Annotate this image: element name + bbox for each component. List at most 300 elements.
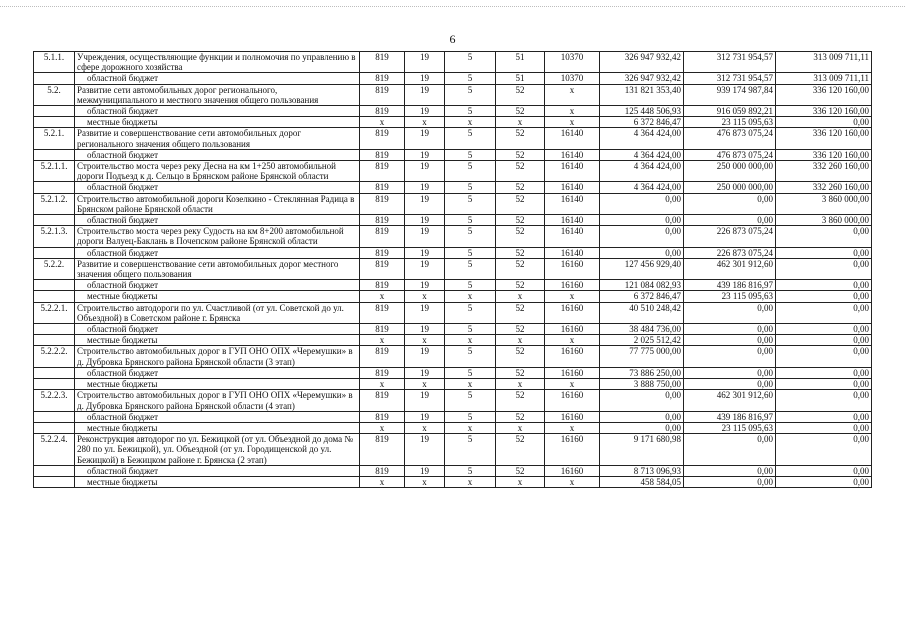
page-number: 6 (449, 32, 456, 46)
code-program-cell: 19 (405, 324, 445, 335)
code-subprogram-cell: х (445, 335, 496, 346)
amount-year1-cell: 0,00 (600, 411, 684, 422)
code-program-cell: 19 (405, 73, 445, 84)
row-number-cell (34, 117, 75, 128)
amount-year2-cell: 476 873 075,24 (684, 149, 776, 160)
amount-year3-cell: 0,00 (776, 280, 872, 291)
code-program-cell: 19 (405, 411, 445, 422)
budget-item-row (34, 390, 872, 411)
code-program-cell: 19 (405, 52, 445, 73)
budget-item-row (34, 84, 872, 105)
amount-year1-cell: 8 713 096,93 (600, 465, 684, 476)
amount-year2-cell: 0,00 (684, 465, 776, 476)
row-name-cell: областной бюджет (75, 280, 360, 291)
budget-source-row (34, 73, 872, 84)
code-subprogram-cell: 5 (445, 280, 496, 291)
code-program-cell: х (405, 422, 445, 433)
code-ministry-cell: 819 (360, 302, 405, 323)
row-name-cell: областной бюджет (75, 73, 360, 84)
amount-year1-cell: 0,00 (600, 247, 684, 258)
code-direction-cell: 16160 (545, 324, 600, 335)
budget-source-row (34, 149, 872, 160)
budget-item-row (34, 346, 872, 367)
amount-year2-cell: 0,00 (684, 379, 776, 390)
code-ministry-cell: 819 (360, 390, 405, 411)
code-subprogram-cell: х (445, 379, 496, 390)
amount-year3-cell: 0,00 (776, 335, 872, 346)
code-ministry-cell: 819 (360, 161, 405, 182)
amount-year2-cell: 250 000 000,00 (684, 182, 776, 193)
code-group-cell: 52 (496, 411, 545, 422)
row-number-cell: 5.2.2. (34, 258, 75, 279)
amount-year1-cell: 4 364 424,00 (600, 128, 684, 149)
code-program-cell: 19 (405, 226, 445, 247)
code-subprogram-cell: 5 (445, 302, 496, 323)
row-name-cell: местные бюджеты (75, 379, 360, 390)
code-group-cell: 52 (496, 182, 545, 193)
code-direction-cell: 16160 (545, 258, 600, 279)
code-ministry-cell: х (360, 117, 405, 128)
amount-year1-cell: 121 084 082,93 (600, 280, 684, 291)
code-subprogram-cell: х (445, 476, 496, 487)
row-name-cell: областной бюджет (75, 324, 360, 335)
amount-year3-cell: 332 260 160,00 (776, 182, 872, 193)
code-subprogram-cell: 5 (445, 215, 496, 226)
row-number-cell (34, 73, 75, 84)
budget-source-row (34, 476, 872, 487)
amount-year2-cell: 226 873 075,24 (684, 247, 776, 258)
amount-year3-cell: 0,00 (776, 390, 872, 411)
row-name-cell: Строительство автомобильных дорог в ГУП ОНО ОПХ «Черемушки» в д. Дубровка Брянского района Брянской области (4 этап) (75, 390, 360, 411)
code-subprogram-cell: 5 (445, 247, 496, 258)
amount-year2-cell: 0,00 (684, 367, 776, 378)
row-name-cell: Развитие и совершенствование сети автомобильных дорог регионального значения общего пользования (75, 128, 360, 149)
code-ministry-cell: х (360, 379, 405, 390)
amount-year2-cell: 0,00 (684, 434, 776, 466)
budget-item-row (34, 258, 872, 279)
amount-year2-cell: 226 873 075,24 (684, 226, 776, 247)
code-subprogram-cell: 5 (445, 226, 496, 247)
code-program-cell: 19 (405, 128, 445, 149)
budget-source-row (34, 411, 872, 422)
budget-source-row (34, 247, 872, 258)
code-ministry-cell: 819 (360, 324, 405, 335)
amount-year3-cell: 0,00 (776, 302, 872, 323)
code-ministry-cell: 819 (360, 346, 405, 367)
code-ministry-cell: 819 (360, 182, 405, 193)
amount-year2-cell: 0,00 (684, 335, 776, 346)
amount-year1-cell: 326 947 932,42 (600, 73, 684, 84)
row-number-cell (34, 465, 75, 476)
row-name-cell: областной бюджет (75, 182, 360, 193)
code-subprogram-cell: х (445, 422, 496, 433)
row-name-cell: местные бюджеты (75, 117, 360, 128)
budget-source-row (34, 291, 872, 302)
code-subprogram-cell: 5 (445, 390, 496, 411)
code-subprogram-cell: 5 (445, 52, 496, 73)
code-ministry-cell: х (360, 422, 405, 433)
code-ministry-cell: х (360, 335, 405, 346)
amount-year2-cell: 0,00 (684, 476, 776, 487)
amount-year3-cell: 313 009 711,11 (776, 52, 872, 73)
amount-year1-cell: 3 888 750,00 (600, 379, 684, 390)
code-direction-cell: х (545, 379, 600, 390)
amount-year1-cell: 77 775 000,00 (600, 346, 684, 367)
code-direction-cell: 16140 (545, 193, 600, 214)
row-name-cell: местные бюджеты (75, 335, 360, 346)
row-name-cell: Строительство автомобильной дороги Козелкино - Стеклянная Радица в Брянском районе Брянской области (75, 193, 360, 214)
code-ministry-cell: 819 (360, 367, 405, 378)
budget-source-row (34, 182, 872, 193)
row-name-cell: Строительство моста через реку Десна на км 1+250 автомобильной дороги Подъезд к д. Сельцо в Брянском районе Брянской области (75, 161, 360, 182)
code-direction-cell: х (545, 291, 600, 302)
amount-year2-cell: 23 115 095,63 (684, 422, 776, 433)
code-ministry-cell: 819 (360, 215, 405, 226)
code-direction-cell: 16140 (545, 182, 600, 193)
code-ministry-cell: 819 (360, 465, 405, 476)
budget-source-row (34, 324, 872, 335)
row-name-cell: Развитие и совершенствование сети автомобильных дорог местного значения общего пользования (75, 258, 360, 279)
row-name-cell: Учреждения, осуществляющие функции и полномочия по управлению в сфере дорожного хозяйства (75, 52, 360, 73)
code-direction-cell: х (545, 335, 600, 346)
amount-year1-cell: 125 448 506,93 (600, 106, 684, 117)
amount-year3-cell: 0,00 (776, 324, 872, 335)
budget-item-row (34, 161, 872, 182)
row-number-cell (34, 280, 75, 291)
amount-year2-cell: 439 186 816,97 (684, 280, 776, 291)
amount-year1-cell: 2 025 512,42 (600, 335, 684, 346)
code-group-cell: 52 (496, 302, 545, 323)
code-ministry-cell: 819 (360, 193, 405, 214)
row-number-cell (34, 411, 75, 422)
code-group-cell: 51 (496, 73, 545, 84)
amount-year1-cell: 458 584,05 (600, 476, 684, 487)
amount-year2-cell: 0,00 (684, 346, 776, 367)
code-group-cell: 52 (496, 226, 545, 247)
row-number-cell: 5.2.1.2. (34, 193, 75, 214)
code-program-cell: х (405, 476, 445, 487)
amount-year1-cell: 9 171 680,98 (600, 434, 684, 466)
budget-source-row (34, 335, 872, 346)
amount-year3-cell: 0,00 (776, 465, 872, 476)
code-program-cell: 19 (405, 84, 445, 105)
code-program-cell: 19 (405, 390, 445, 411)
amount-year3-cell: 0,00 (776, 476, 872, 487)
amount-year1-cell: 326 947 932,42 (600, 52, 684, 73)
budget-item-row (34, 434, 872, 466)
code-program-cell: 19 (405, 346, 445, 367)
code-ministry-cell: 819 (360, 128, 405, 149)
amount-year2-cell: 462 301 912,60 (684, 258, 776, 279)
row-number-cell: 5.2.2.1. (34, 302, 75, 323)
code-group-cell: 52 (496, 346, 545, 367)
row-number-cell: 5.2.1.3. (34, 226, 75, 247)
amount-year3-cell: 0,00 (776, 291, 872, 302)
code-direction-cell: 10370 (545, 73, 600, 84)
row-name-cell: областной бюджет (75, 106, 360, 117)
code-subprogram-cell: 5 (445, 161, 496, 182)
amount-year3-cell: 313 009 711,11 (776, 73, 872, 84)
budget-item-row (34, 302, 872, 323)
amount-year1-cell: 73 886 250,00 (600, 367, 684, 378)
code-subprogram-cell: 5 (445, 84, 496, 105)
amount-year2-cell: 312 731 954,57 (684, 52, 776, 73)
amount-year3-cell: 336 120 160,00 (776, 149, 872, 160)
code-ministry-cell: х (360, 476, 405, 487)
code-direction-cell: 16160 (545, 434, 600, 466)
code-subprogram-cell: 5 (445, 182, 496, 193)
code-subprogram-cell: 5 (445, 258, 496, 279)
code-group-cell: х (496, 422, 545, 433)
code-group-cell: 52 (496, 247, 545, 258)
amount-year1-cell: 4 364 424,00 (600, 161, 684, 182)
amount-year3-cell: 0,00 (776, 346, 872, 367)
amount-year3-cell: 0,00 (776, 258, 872, 279)
amount-year2-cell: 23 115 095,63 (684, 117, 776, 128)
code-direction-cell: 16160 (545, 302, 600, 323)
row-name-cell: областной бюджет (75, 247, 360, 258)
row-number-cell (34, 182, 75, 193)
budget-source-row (34, 117, 872, 128)
row-number-cell: 5.1.1. (34, 52, 75, 73)
budget-source-row (34, 367, 872, 378)
code-ministry-cell: 819 (360, 106, 405, 117)
code-subprogram-cell: 5 (445, 465, 496, 476)
row-name-cell: местные бюджеты (75, 291, 360, 302)
budget-source-row (34, 465, 872, 476)
code-program-cell: 19 (405, 215, 445, 226)
code-direction-cell: 10370 (545, 52, 600, 73)
code-group-cell: х (496, 476, 545, 487)
code-group-cell: 52 (496, 161, 545, 182)
row-name-cell: Строительство автомобильных дорог в ГУП ОНО ОПХ «Черемушки» в д. Дубровка Брянского района Брянской области (3 этап) (75, 346, 360, 367)
code-group-cell: 52 (496, 193, 545, 214)
code-program-cell: 19 (405, 465, 445, 476)
row-name-cell: Реконструкция автодорог по ул. Бежицкой (от ул. Объездной до дома № 280 по ул. Бежицкой), ул. Объездной (от ул. Городищенской до ул. Бежицкой) в Бежицком районе г. Брянска (2 этап) (75, 434, 360, 466)
amount-year2-cell: 0,00 (684, 215, 776, 226)
amount-year2-cell: 439 186 816,97 (684, 411, 776, 422)
code-ministry-cell: 819 (360, 434, 405, 466)
code-subprogram-cell: 5 (445, 434, 496, 466)
row-name-cell: местные бюджеты (75, 476, 360, 487)
code-subprogram-cell: 5 (445, 367, 496, 378)
code-group-cell: х (496, 117, 545, 128)
code-subprogram-cell: 5 (445, 346, 496, 367)
budget-item-row (34, 193, 872, 214)
row-name-cell: областной бюджет (75, 367, 360, 378)
code-program-cell: х (405, 379, 445, 390)
row-name-cell: местные бюджеты (75, 422, 360, 433)
code-ministry-cell: 819 (360, 226, 405, 247)
amount-year1-cell: 4 364 424,00 (600, 182, 684, 193)
amount-year3-cell: 3 860 000,00 (776, 193, 872, 214)
code-subprogram-cell: 5 (445, 128, 496, 149)
code-direction-cell: х (545, 476, 600, 487)
code-direction-cell: 16140 (545, 226, 600, 247)
code-ministry-cell: 819 (360, 149, 405, 160)
amount-year1-cell: 0,00 (600, 422, 684, 433)
amount-year1-cell: 0,00 (600, 193, 684, 214)
code-program-cell: х (405, 291, 445, 302)
amount-year3-cell: 0,00 (776, 379, 872, 390)
row-name-cell: Строительство моста через реку Судость на км 8+200 автомобильной дороги Валуец-Баклань в Почепском районе Брянской области (75, 226, 360, 247)
code-ministry-cell: 819 (360, 247, 405, 258)
code-subprogram-cell: 5 (445, 193, 496, 214)
code-ministry-cell: 819 (360, 258, 405, 279)
row-number-cell: 5.2.2.4. (34, 434, 75, 466)
code-group-cell: 52 (496, 367, 545, 378)
amount-year1-cell: 4 364 424,00 (600, 149, 684, 160)
code-direction-cell: х (545, 117, 600, 128)
code-program-cell: х (405, 335, 445, 346)
code-subprogram-cell: х (445, 291, 496, 302)
row-number-cell: 5.2.2.2. (34, 346, 75, 367)
amount-year1-cell: 38 484 736,00 (600, 324, 684, 335)
amount-year3-cell: 0,00 (776, 411, 872, 422)
amount-year3-cell: 3 860 000,00 (776, 215, 872, 226)
row-number-cell: 5.2.1. (34, 128, 75, 149)
amount-year1-cell: 0,00 (600, 226, 684, 247)
code-subprogram-cell: 5 (445, 411, 496, 422)
code-group-cell: х (496, 335, 545, 346)
budget-table (33, 51, 872, 488)
code-direction-cell: 16140 (545, 247, 600, 258)
code-group-cell: 51 (496, 52, 545, 73)
code-direction-cell: 16140 (545, 128, 600, 149)
row-number-cell (34, 367, 75, 378)
code-direction-cell: 16140 (545, 149, 600, 160)
amount-year1-cell: 6 372 846,47 (600, 117, 684, 128)
code-program-cell: 19 (405, 149, 445, 160)
budget-table-body (34, 52, 872, 488)
row-number-cell (34, 291, 75, 302)
code-group-cell: 52 (496, 84, 545, 105)
row-number-cell: 5.2.2.3. (34, 390, 75, 411)
code-group-cell: 52 (496, 215, 545, 226)
budget-source-row (34, 106, 872, 117)
code-direction-cell: 16160 (545, 465, 600, 476)
row-number-cell: 5.2.1.1. (34, 161, 75, 182)
amount-year1-cell: 0,00 (600, 390, 684, 411)
amount-year2-cell: 0,00 (684, 193, 776, 214)
amount-year3-cell: 0,00 (776, 117, 872, 128)
row-number-cell (34, 335, 75, 346)
row-name-cell: областной бюджет (75, 215, 360, 226)
code-group-cell: х (496, 379, 545, 390)
amount-year1-cell: 6 372 846,47 (600, 291, 684, 302)
budget-item-row (34, 128, 872, 149)
row-number-cell (34, 247, 75, 258)
code-direction-cell: 16160 (545, 367, 600, 378)
code-subprogram-cell: 5 (445, 106, 496, 117)
code-group-cell: 52 (496, 106, 545, 117)
code-program-cell: 19 (405, 258, 445, 279)
code-direction-cell: х (545, 84, 600, 105)
amount-year2-cell: 312 731 954,57 (684, 73, 776, 84)
code-subprogram-cell: 5 (445, 149, 496, 160)
row-number-cell (34, 215, 75, 226)
code-direction-cell: х (545, 106, 600, 117)
budget-source-row (34, 422, 872, 433)
code-program-cell: 19 (405, 193, 445, 214)
budget-item-row (34, 226, 872, 247)
row-name-cell: областной бюджет (75, 411, 360, 422)
row-number-cell (34, 324, 75, 335)
code-direction-cell: 16160 (545, 390, 600, 411)
code-group-cell: 52 (496, 434, 545, 466)
amount-year1-cell: 40 510 248,42 (600, 302, 684, 323)
amount-year2-cell: 939 174 987,84 (684, 84, 776, 105)
amount-year3-cell: 0,00 (776, 247, 872, 258)
row-number-cell (34, 422, 75, 433)
amount-year3-cell: 336 120 160,00 (776, 106, 872, 117)
row-number-cell (34, 106, 75, 117)
code-direction-cell: 16160 (545, 411, 600, 422)
code-group-cell: х (496, 291, 545, 302)
amount-year3-cell: 0,00 (776, 367, 872, 378)
amount-year3-cell: 0,00 (776, 226, 872, 247)
code-group-cell: 52 (496, 324, 545, 335)
code-direction-cell: 16160 (545, 346, 600, 367)
amount-year3-cell: 336 120 160,00 (776, 84, 872, 105)
code-subprogram-cell: х (445, 117, 496, 128)
budget-source-row (34, 379, 872, 390)
budget-source-row (34, 215, 872, 226)
scan-top-edge (0, 6, 905, 7)
code-direction-cell: 16160 (545, 280, 600, 291)
amount-year2-cell: 0,00 (684, 324, 776, 335)
code-group-cell: 52 (496, 258, 545, 279)
code-direction-cell: х (545, 422, 600, 433)
amount-year1-cell: 0,00 (600, 215, 684, 226)
row-name-cell: областной бюджет (75, 149, 360, 160)
row-name-cell: Строительство автодороги по ул. Счастливой (от ул. Советской до ул. Объездной) в Советском районе г. Брянска (75, 302, 360, 323)
code-ministry-cell: 819 (360, 411, 405, 422)
code-group-cell: 52 (496, 390, 545, 411)
code-subprogram-cell: 5 (445, 73, 496, 84)
amount-year2-cell: 462 301 912,60 (684, 390, 776, 411)
code-program-cell: 19 (405, 247, 445, 258)
code-ministry-cell: 819 (360, 73, 405, 84)
row-number-cell (34, 476, 75, 487)
code-ministry-cell: 819 (360, 52, 405, 73)
code-program-cell: 19 (405, 161, 445, 182)
code-program-cell: 19 (405, 367, 445, 378)
budget-item-row (34, 52, 872, 73)
code-direction-cell: 16140 (545, 161, 600, 182)
amount-year2-cell: 23 115 095,63 (684, 291, 776, 302)
code-program-cell: 19 (405, 182, 445, 193)
row-number-cell: 5.2. (34, 84, 75, 105)
amount-year1-cell: 127 456 929,40 (600, 258, 684, 279)
amount-year2-cell: 0,00 (684, 302, 776, 323)
amount-year3-cell: 0,00 (776, 422, 872, 433)
code-program-cell: 19 (405, 302, 445, 323)
code-group-cell: 52 (496, 128, 545, 149)
code-direction-cell: 16140 (545, 215, 600, 226)
amount-year3-cell: 0,00 (776, 434, 872, 466)
code-group-cell: 52 (496, 280, 545, 291)
code-subprogram-cell: 5 (445, 324, 496, 335)
amount-year2-cell: 476 873 075,24 (684, 128, 776, 149)
code-program-cell: 19 (405, 280, 445, 291)
amount-year1-cell: 131 821 353,40 (600, 84, 684, 105)
code-ministry-cell: 819 (360, 280, 405, 291)
row-name-cell: Развитие сети автомобильных дорог регионального, межмуниципального и местного значения общего пользования (75, 84, 360, 105)
code-group-cell: 52 (496, 149, 545, 160)
amount-year2-cell: 250 000 000,00 (684, 161, 776, 182)
code-ministry-cell: х (360, 291, 405, 302)
